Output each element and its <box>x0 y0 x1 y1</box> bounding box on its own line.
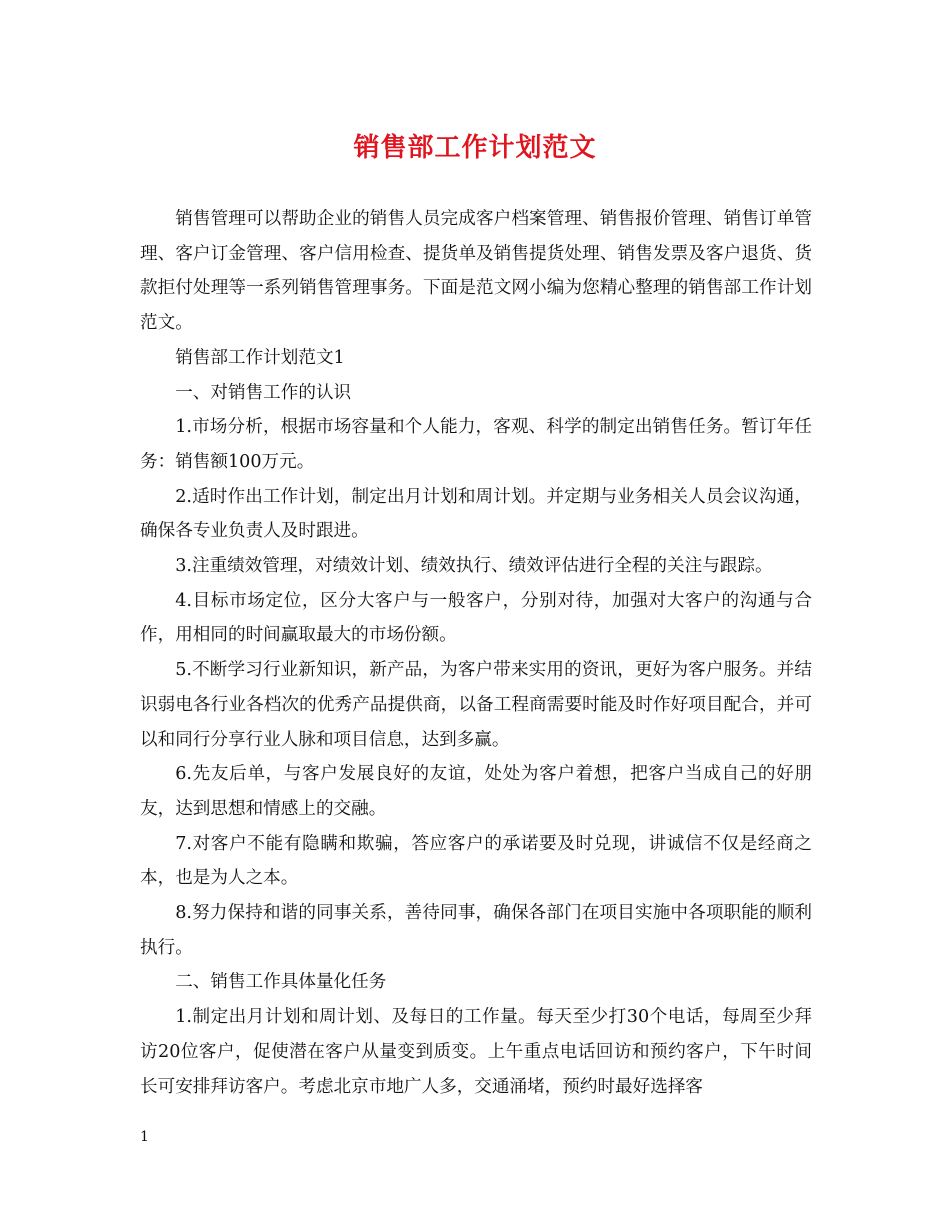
page-number: 1 <box>140 1129 149 1145</box>
paragraph-intro: 销售管理可以帮助企业的销售人员完成客户档案管理、销售报价管理、销售订单管理、客户订金管理、客户信用检查、提货单及销售提货处理、销售发票及客户退货、货款拒付处理等一系列销售管理事务。下面是范文网小编为您精心整理的销售部工作计划范文。 <box>140 209 812 334</box>
paragraph-item-2: 2.适时作出工作计划，制定出月计划和周计划。并定期与业务相关人员会议沟通，确保各专业负责人及时跟进。 <box>140 486 812 542</box>
paragraph-item-5: 5.不断学习行业新知识，新产品，为客户带来实用的资讯，更好为客户服务。并结识弱电各行业各档次的优秀产品提供商，以备工程商需要时能及时作好项目配合，并可以和同行分享行业人脉和项目信息，达到多赢。 <box>140 660 812 750</box>
paragraph-item-7: 7.对客户不能有隐瞒和欺骗，答应客户的承诺要及时兑现，讲诚信不仅是经商之本，也是为人之本。 <box>140 833 812 889</box>
paragraph-item-3: 3.注重绩效管理，对绩效计划、绩效执行、绩效评估进行全程的关注与跟踪。 <box>175 556 773 577</box>
paragraph-item-6: 6.先友后单，与客户发展良好的友谊，处处为客户着想，把客户当成自己的好朋友，达到思想和情感上的交融。 <box>140 764 812 819</box>
document-title: 销售部工作计划范文 <box>353 133 597 163</box>
paragraph-item-4: 4.目标市场定位，区分大客户与一般客户，分别对待，加强对大客户的沟通与合作，用相同的时间赢取最大的市场份额。 <box>140 590 812 646</box>
paragraph-heading-2: 二、销售工作具体量化任务 <box>175 972 387 993</box>
paragraph-section-heading: 销售部工作计划范文1 <box>175 347 345 368</box>
paragraph-item-8: 8.努力保持和谐的同事关系，善待同事，确保各部门在项目实施中各项职能的顺利执行。 <box>140 903 812 958</box>
paragraph-item-1: 1.市场分析，根据市场容量和个人能力，客观、科学的制定出销售任务。暂订年任务：销售额100万元。 <box>140 417 812 472</box>
paragraph-heading-1: 一、对销售工作的认识 <box>175 382 352 403</box>
paragraph-quant-1: 1.制定出月计划和周计划、及每日的工作量。每天至少打30个电话，每周至少拜访20位客户，促使潜在客户从量变到质变。上午重点电话回访和预约客户，下午时间长可安排拜访客户。考虑北京市地广人多，交通涌堵，预约时最好选择客 <box>140 1007 812 1097</box>
document-body <box>140 202 812 1104</box>
